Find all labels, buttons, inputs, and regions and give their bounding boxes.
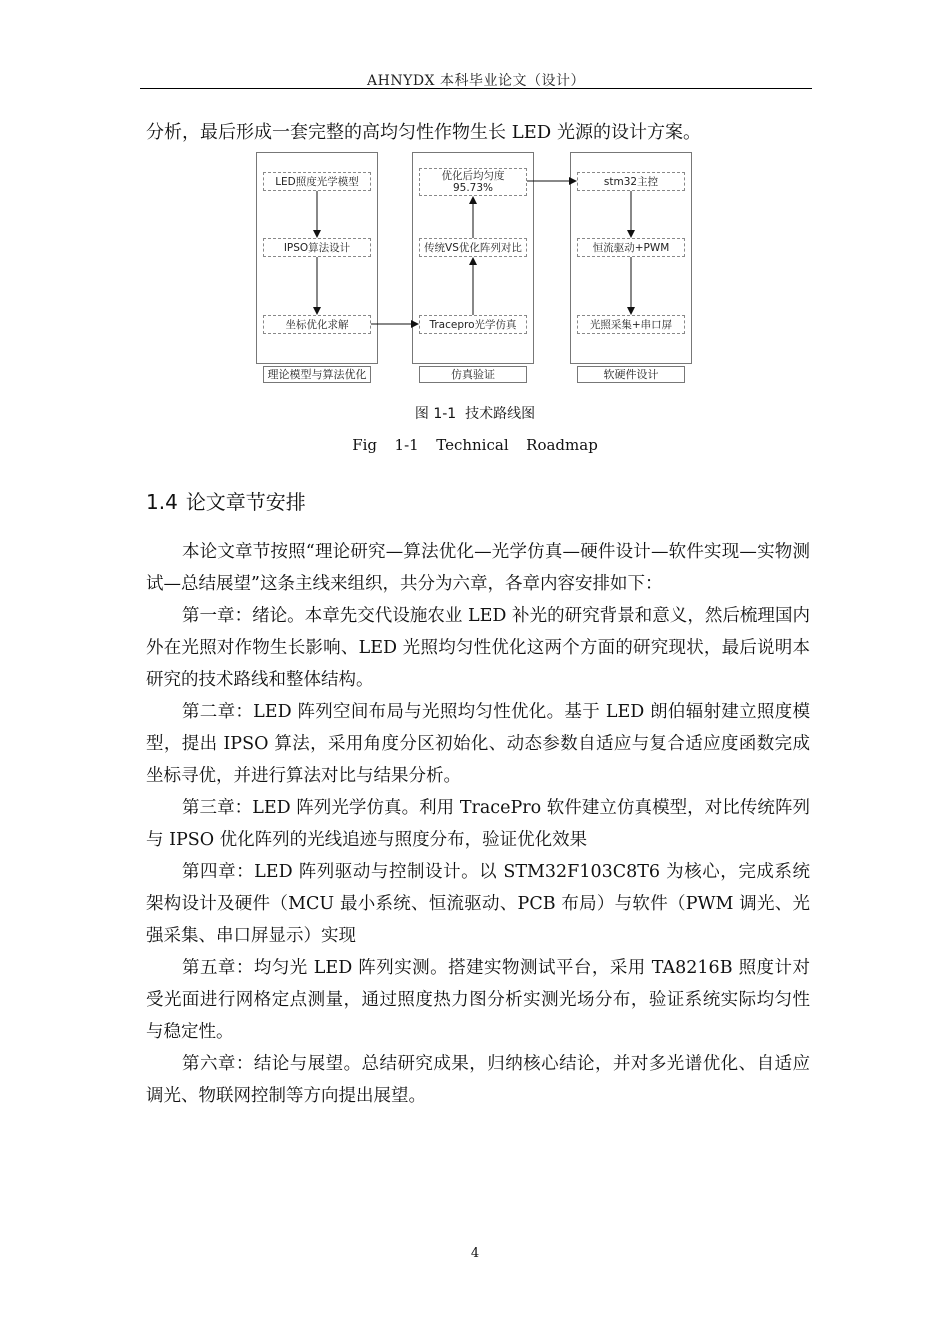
node-stm32-controller: stm32主控 — [577, 172, 685, 191]
figure-caption-en: Fig 1-1 Technical Roadmap — [352, 436, 598, 454]
section-heading — [146, 486, 306, 515]
column-caption-simulation: 仿真验证 — [419, 366, 527, 383]
paragraph-chapter-5: 第五章：均匀光 LED 阵列实测。搭建实物测试平台，采用 TA8216B 照度计对受光面进行网格定点测量，通过照度热力图分析实测光场分布，验证系统实际均匀性与稳定性。 — [146, 958, 810, 1042]
paragraph-overview: 本论文章节按照“理论研究—算法优化—光学仿真—硬件设计—软件实现—实物测试—总结展望”这条主线来组织，共分为六章，各章内容安排如下： — [146, 542, 810, 594]
node-tracepro-simulation: Tracepro光学仿真 — [419, 315, 527, 334]
section-number: 1.4 — [146, 490, 178, 514]
intro-line: 分析，最后形成一套完整的高均匀性作物生长 LED 光源的设计方案。 — [146, 122, 701, 143]
technical-roadmap-diagram — [254, 150, 698, 390]
header-rule — [140, 88, 812, 89]
node-coordinate-optimization: 坐标优化求解 — [263, 315, 371, 334]
node-ipso-algorithm: IPSO算法设计 — [263, 238, 371, 257]
paragraph-chapter-4: 第四章：LED 阵列驱动与控制设计。以 STM32F103C8T6 为核心，完成系统架构设计及硬件（MCU 最小系统、恒流驱动、PCB 布局）与软件（PWM 调光、光强采集、串口屏显示）实现 — [146, 862, 810, 946]
node-light-sensing-display: 光照采集+串口屏 — [577, 315, 685, 334]
running-header: AHNYDX 本科毕业论文（设计） — [367, 73, 585, 89]
paragraph-chapter-3: 第三章：LED 阵列光学仿真。利用 TracePro 软件建立仿真模型，对比传统阵列与 IPSO 优化阵列的光线追迹与照度分布，验证优化效果 — [146, 798, 810, 850]
node-constant-current-pwm: 恒流驱动+PWM — [577, 238, 685, 257]
node-led-optical-model: LED照度光学模型 — [263, 172, 371, 191]
column-caption-theory: 理论模型与算法优化 — [263, 366, 371, 383]
figure-caption-cn: 图 1-1 技术路线图 — [414, 406, 536, 422]
column-caption-hardware-software: 软硬件设计 — [577, 366, 685, 383]
section-title: 论文章节安排 — [185, 490, 306, 514]
paragraph-chapter-6: 第六章：结论与展望。总结研究成果，归纳核心结论，并对多光谱优化、自适应调光、物联网控制等方向提出展望。 — [146, 1054, 810, 1106]
diagram-arrows — [254, 150, 698, 390]
node-optimized-uniformity-label: 优化后均匀度 — [441, 170, 505, 182]
node-array-comparison: 传统VS优化阵列对比 — [419, 238, 527, 257]
node-optimized-uniformity-value: 95.73% — [452, 182, 494, 194]
page-number: 4 — [470, 1246, 480, 1261]
paragraph-chapter-2: 第二章：LED 阵列空间布局与光照均匀性优化。基于 LED 朗伯辐射建立照度模型，提出 IPSO 算法，采用角度分区初始化、动态参数自适应与复合适应度函数完成坐标寻优，并进行算法对比与结果分析。 — [146, 702, 810, 786]
paragraph-chapter-1: 第一章：绪论。本章先交代设施农业 LED 补光的研究背景和意义，然后梳理国内外在光照对作物生长影响、LED 光照均匀性优化这两个方面的研究现状，最后说明本研究的技术路线和整体结构。 — [146, 606, 810, 690]
